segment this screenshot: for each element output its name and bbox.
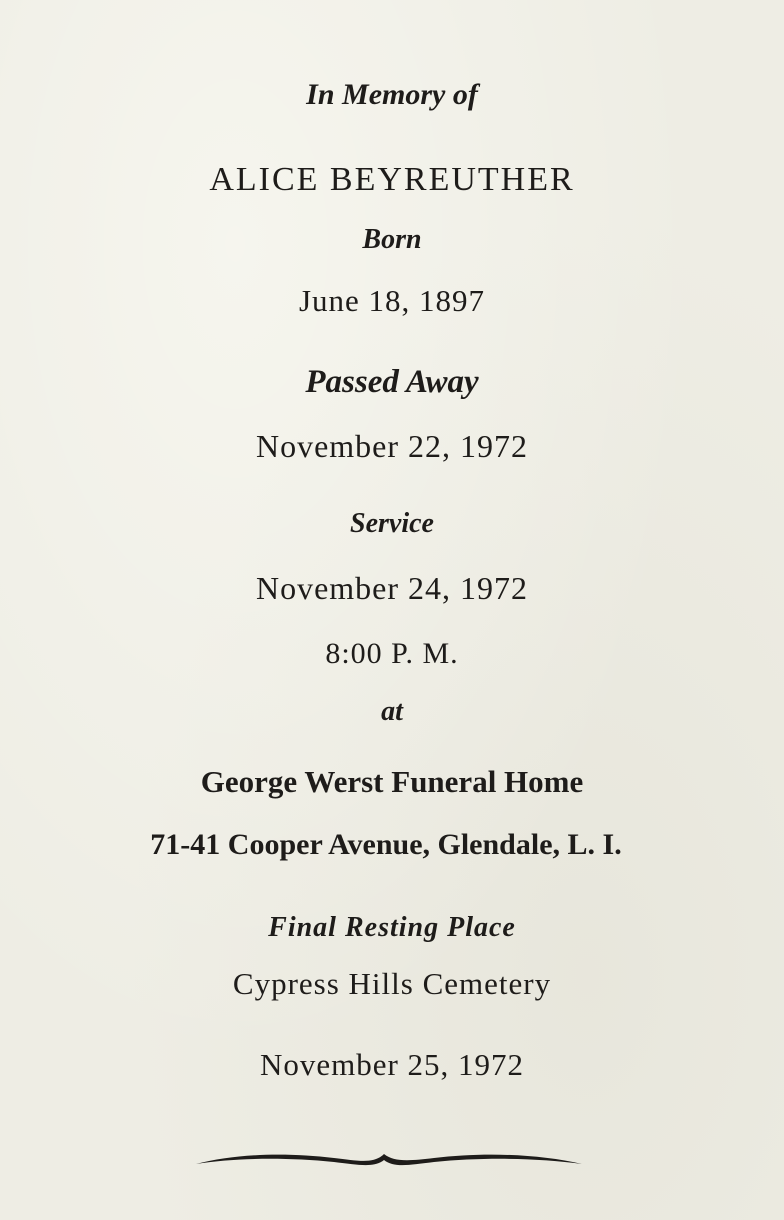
funeral-home-name: George Werst Funeral Home [200, 764, 584, 799]
interment-date: November 25, 1972 [259, 1047, 525, 1082]
cemetery-name: Cypress Hills Cemetery [232, 966, 552, 1001]
at-label: at [381, 696, 403, 727]
service-date: November 24, 1972 [255, 570, 529, 606]
deceased-name: ALICE BEYREUTHER [209, 161, 575, 198]
service-time: 8:00 P. M. [325, 637, 459, 670]
heading-in-memory: In Memory of [306, 78, 478, 111]
final-resting-place-label: Final Resting Place [268, 912, 516, 943]
flourish-divider-icon [194, 1140, 584, 1176]
passed-away-date: November 22, 1972 [255, 428, 529, 464]
born-date: June 18, 1897 [298, 283, 486, 318]
passed-away-label: Passed Away [305, 364, 479, 400]
born-label: Born [362, 224, 422, 255]
funeral-home-address: 71-41 Cooper Avenue, Glendale, L. I. [150, 828, 622, 861]
service-label: Service [350, 508, 434, 539]
